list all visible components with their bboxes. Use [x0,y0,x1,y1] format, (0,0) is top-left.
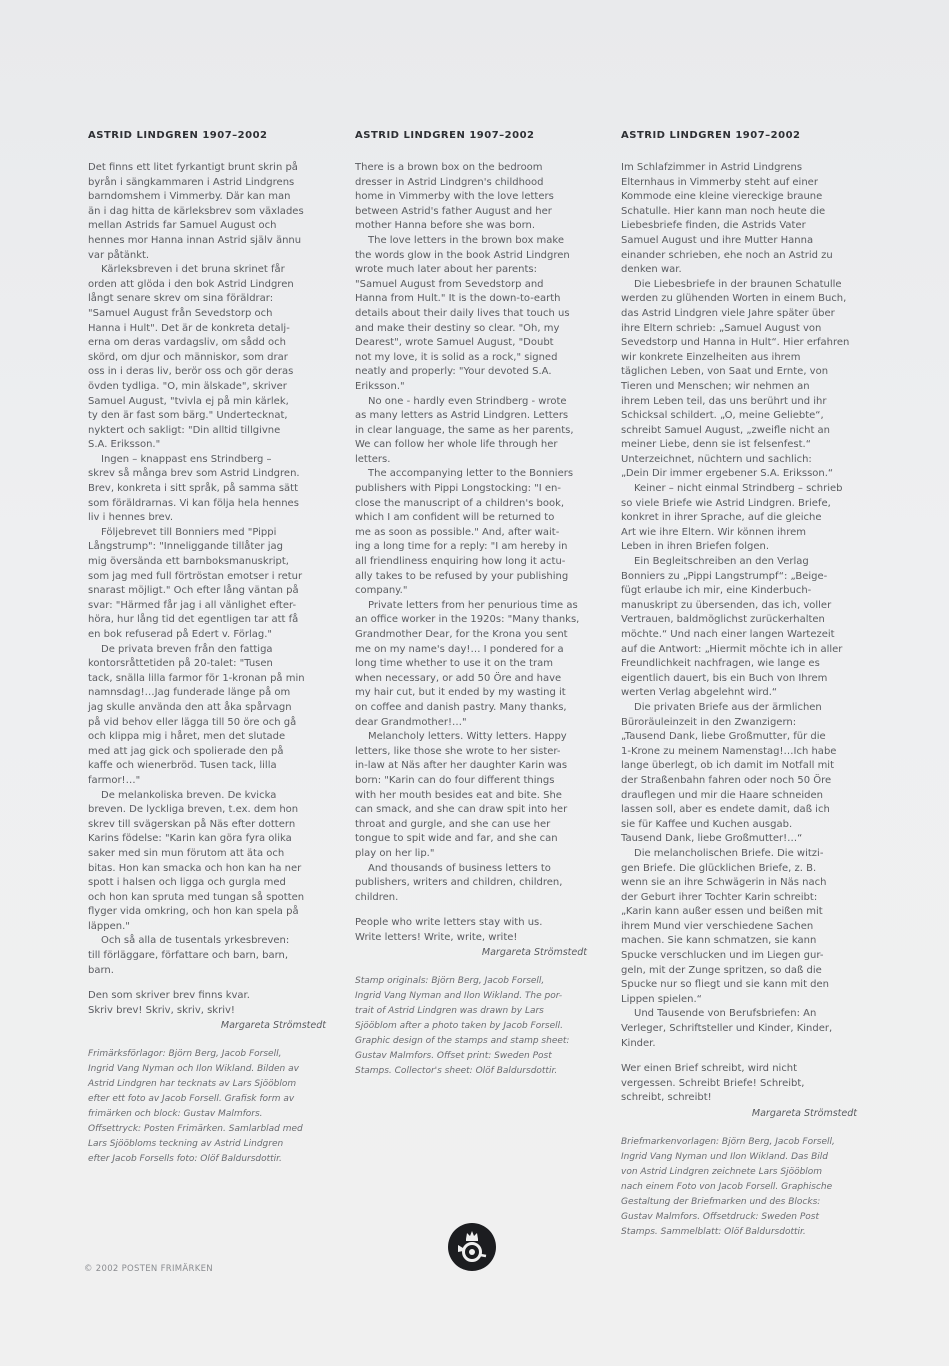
column-title-sv: ASTRID LINDGREN 1907–2002 [88,130,268,141]
paragraph: Die privaten Briefe aus der ärmlichen Büroräuleinzeit in den Zwanzigern: „Tausend Dank, liebe Großmutter, für die 1-Krone zu meinem Namenstag!…Ich habe lange überlegt, ob ich damit im Notfall mit der Straßenbahn fahren oder noch 50 Öre drauflegen und mir die Haare schneiden lassen soll, aber es endete damit, daß ich sie für Kaffee und Kuchen ausgab. Tausend Dank, liebe Großmutter!…“ [621,701,837,845]
paragraph: The love letters in the brown box make the words glow in the book Astrid Lindgren wrote much later about her parents: "Samuel August from Sevedstorp and Hanna from Hult." It is the down-to-earth details about their daily lives that touch us and make their destiny so clear. "Oh, my Dearest", wrote Samuel August, "Doubt not my love, it is solid as a rock," signed neatly and properly: "Your devoted S.A. Eriksson." [355,234,570,392]
paragraph: Private letters from her penurious time as an office worker in the 1920s: "Many thanks, Grandmother Dear, for the Krona you sent me on my name's day!… I pondered for a long time whether to use it on the tram when necessary, or add 50 Öre and have my hair cut, but it ended by my wasting it on coffee and danish pastry. Many thanks, dear Grandmother!…" [355,599,580,728]
paragraph: Melancholy letters. Witty letters. Happy letters, like those she wrote to her sister- in-law at Näs after her daughter Karin was born: "Karin can do four different things with her mouth besides eat and bite. She can smack, and she can draw spit into her throat and gurgle, and she can use her tongue to spit wide and far, and she can play on her lip." [355,731,568,859]
paragraph: Och så alla de tusentals yrkesbreven: till förläggare, författare och barn, barn, barn. [88,935,290,976]
paragraph: Und Tausende von Berufsbriefen: An Verleger, Schriftsteller und Kinder, Kinder, Kinder. [621,1008,833,1049]
signature-de: Margareta Strömstedt [751,1108,857,1119]
paragraph: Im Schlafzimmer in Astrid Lindgrens Elternhaus in Vimmerby steht auf einer Kommode eine kleine viereckige braune Schatulle. Hier kann man noch heute die Liebesbriefe finden, die Astrids Vater Samuel August und ihre Mutter Hanna einander schrieben, ehe noch an Astrid zu denken war. [621,162,833,276]
paragraph: De privata breven från den fattiga kontorsråttetiden på 20-talet: "Tusen tack, snälla lilla farmor för 1-kronan på min namnsdag!…Jag funderade länge på om jag skulle använda den att åka spårvagn på vid behov eller lägga till 50 öre och gå och klippa mig i håret, men det slutade med att jag gick och spolierade den på kaffe och wienerbröd. Tusen tack, lilla farmor!…" [88,643,305,786]
paragraph: Ingen – knappast ens Strindberg – skrev så många brev som Astrid Lindgren. Brev, konkreta i sitt språk, på samma sätt som föräldrarnas. Vi kan följa hela hennes liv i hennes brev. [88,453,300,524]
paragraph: Det finns ett litet fyrkantigt brunt skrin på byrån i sängkammaren i Astrid Lindgrens barndomshem i Vimmerby. Där kan man än i dag hitta de kärleksbrev som växlades mellan Astrids far Samuel August och hennes mor Hanna innan Astrid själv ännu var påtänkt. [88,162,304,261]
paragraph: No one - hardly even Strindberg - wrote as many letters as Astrid Lindgren. Letters in clear language, the same as her parents, We can follow her whole life through her letters. [355,395,574,465]
credits-sv: Frimärksförlagor: Björn Berg, Jacob Forsell, Ingrid Vang Nyman och Ilon Wikland. Bilden av Astrid Lindgren har tecknats av Lars Sjööblom efter ett foto av Jacob Forsell. Grafisk form av frimärken och block: Gustav Malmfors. Offsettryck: Posten Frimärken. Samlarblad med Lars Sjööbloms teckning av Astrid Lindgren efter Jacob Forsells foto: Olöf Baldursdottir. [88,1049,303,1165]
paragraph: Keiner – nicht einmal Strindberg – schrieb so viele Briefe wie Astrid Lindgren. Briefe, konkret in ihrer Sprache, auf die gleiche Art wie ihre Eltern. Wir können ihrem Leben in ihren Briefen folgen. [621,483,843,553]
closing-sv: Den som skriver brev finns kvar. Skriv brev! Skriv, skriv, skriv! [88,990,250,1016]
column-title-en: ASTRID LINDGREN 1907–2002 [355,130,535,141]
paragraph: There is a brown box on the bedroom dresser in Astrid Lindgren's childhood home in Vimmerby with the love letters between Astrid's father August and her mother Hanna before she was born. [355,162,554,232]
column-title-de: ASTRID LINDGREN 1907–2002 [621,130,801,141]
credits-de: Briefmarkenvorlagen: Björn Berg, Jacob Forsell, Ingrid Vang Nyman und Ilon Wikland. Das Bild von Astrid Lindgren zeichnete Lars Sjööblom nach einem Foto von Jacob Forsell. Graphische Gestaltung der Briefmarken und des Blocks: Gustav Malmfors. Offsetdruck: Sweden Post Stamps. Sammelblatt: Olöf Baldursdottir. [621,1137,835,1237]
paragraph: Ein Begleitschreiben an den Verlag Bonniers zu „Pippi Langstrumpf“: „Beige- fügt erlaube ich mir, eine Kinderbuch- manuskript zu übersenden, das ich, voller Vertrauen, baldmöglichst zurückerhalten möchte.“ Und nach einer langen Wartezeit auf die Antwort: „Hiermit möchte ich in aller Freundlichkeit nachfragen, wie lange es eigentlich dauert, bis ein Buch von Ihrem werten Verlag abgelehnt wird.“ [621,556,843,699]
copyright-notice: © 2002 POSTEN FRIMÄRKEN [84,1264,213,1274]
credits-en: Stamp originals: Björn Berg, Jacob Forsell, Ingrid Vang Nyman and Ilon Wikland. The por- trait of Astrid Lindgren was drawn by Lars Sjööblom after a photo taken by Jacob Forsell. Graphic design of the stamps and stamp sheet: Gustav Malmfors. Offset print: Sweden Post Stamps. Collector's sheet: Olöf Baldursdottir. [355,976,570,1077]
body-text-sv [88,161,326,978]
paragraph: Die Liebesbriefe in der braunen Schatulle werden zu glühenden Worten in einem Buch, das Astrid Lindgren viele Jahre später über ihre Eltern schrieb: „Samuel August von Sevedstorp und Hanna in Hult“. Hier erfahren wir konkrete Einzelheiten aus ihrem täglichen Leben, von Saat und Ernte, von Tieren und Menschen; wir nehmen an ihrem Leben teil, das uns berührt und ihr Schicksal schildert. „O, meine Geliebte“, schreibt Samuel August, „zweifle nicht an meiner Liebe, denn sie ist felsenfest.“ Unterzeichnet, nüchtern und sachlich: „Dein Dir immer ergebener S.A. Eriksson.“ [621,278,850,480]
signature-sv: Margareta Strömstedt [220,1020,326,1032]
paragraph: Die melancholischen Briefe. Die witzi- gen Briefe. Die glücklichen Briefe, z. B. wenn sie an ihre Schwägerin in Näs nach der Geburt ihrer Tochter Karin schreibt: „Karin kann außer essen und beißen mit ihrem Mund vier verschiedene Sachen machen. Sie kann schmatzen, sie kann Spucke verschlucken und im Liegen gur- geln, mit der Zunge spritzen, so daß die Spucke nur so fliegt und sie kann mit den Lippen spielen.“ [621,847,830,1005]
closing-de: Wer einen Brief schreibt, wird nicht vergessen. Schreibt Briefe! Schreibt, schreibt, schreibt! [621,1063,805,1104]
paragraph: De melankoliska breven. De kvicka breven. De lyckliga breven, t.ex. dem hon skrev till svägerskan på Näs efter dottern Karins födelse: "Karin kan göra fyra olika saker med sin mun förutom att äta och bitas. Hon kan smacka och hon kan ha ner spott i halsen och ligga och gurgla med och hon kan spruta med tungan så spotten flyger vida omkring, och hon kan spela på läppen." [88,789,305,932]
english-column [355,130,587,1079]
paragraph: The accompanying letter to the Bonniers publishers with Pippi Longstocking: "I en- close the manuscript of a children's book, which I am confident will be returned to me as soon as possible." And, after wait- ing a long time for a reply: "I am hereby in all friendliness enquiring how long it actu- ally takes to be refused by your publishing company." [355,468,574,597]
german-column [621,130,857,1240]
paragraph: And thousands of business letters to publishers, writers and children, children, children. [355,862,563,903]
signature-en: Margareta Strömstedt [481,947,587,959]
body-text-de [621,161,857,1051]
paragraph: Kärleksbreven i det bruna skrinet får orden att glöda i den bok Astrid Lindgren långt senare skrev om sina föräldrar: "Samuel August från Sevedstorp och Hanna i Hult". Det är de konkreta detalj- erna om deras vardagsliv, om sådd och skörd, om djur och människor, som drar oss in i deras liv, berör oss och gör deras övden tydliga. "O, min älskade", skriver Samuel August, "tvivla ej på min kärlek, ty den är fast som bärg." Undertecknat, nyktert och sakligt: "Din alltid tillgivne S.A. Eriksson." [88,264,294,451]
swedish-column [88,130,326,1167]
closing-en: People who write letters stay with us. Write letters! Write, write, write! [355,917,543,943]
paragraph: Följebrevet till Bonniers med "Pippi Långstrump": "Inneliggande tillåter jag mig översända ett barnboksmanuskript, som jag med full förtröstan emotser i retur snarast möjligt." Och efter lång väntan på svar: "Härmed får jag i all vänlighet efter- höra, hur lång tid det egentligen tar att få en bok refuserad på Edert v. Förlag." [88,526,303,640]
body-text-en [355,161,587,905]
posthorn-crown-icon [447,1222,497,1272]
